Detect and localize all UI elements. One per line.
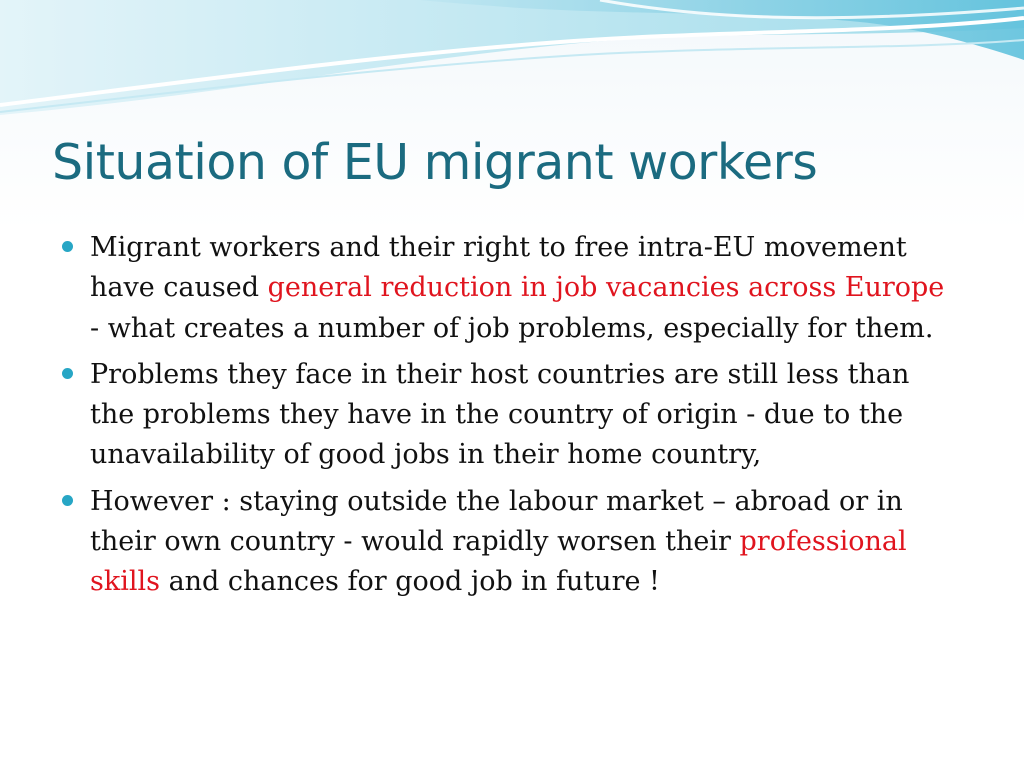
slide-title: Situation of EU migrant workers (52, 134, 818, 191)
bullet-text: However : staying outside the labour market – abroad or in their own country - would rapidly worsen their (90, 485, 903, 558)
bullet-item (60, 355, 960, 476)
wave-decoration (0, 0, 1024, 130)
highlighted-text: professional skills (90, 526, 907, 598)
bullet-text: Problems they face in their host countries are still less than the problems they have in the country of origin - due to the unavailability of good jobs in their home country, (90, 358, 910, 471)
bullet-text: and chances for good job in future ! (159, 566, 660, 598)
bullet-dot-icon (62, 368, 73, 379)
bullet-item (60, 228, 960, 349)
highlighted-text: general reduction in job vacancies across Europe (267, 272, 945, 304)
bullet-item (60, 482, 960, 603)
bullet-text: Migrant workers and their right to free intra-EU movement have caused (90, 232, 907, 304)
bullet-list (60, 228, 960, 609)
bullet-dot-icon (62, 495, 73, 506)
bullet-dot-icon (62, 241, 73, 252)
bullet-text: - what creates a number of job problems, especially for them. (90, 312, 934, 344)
